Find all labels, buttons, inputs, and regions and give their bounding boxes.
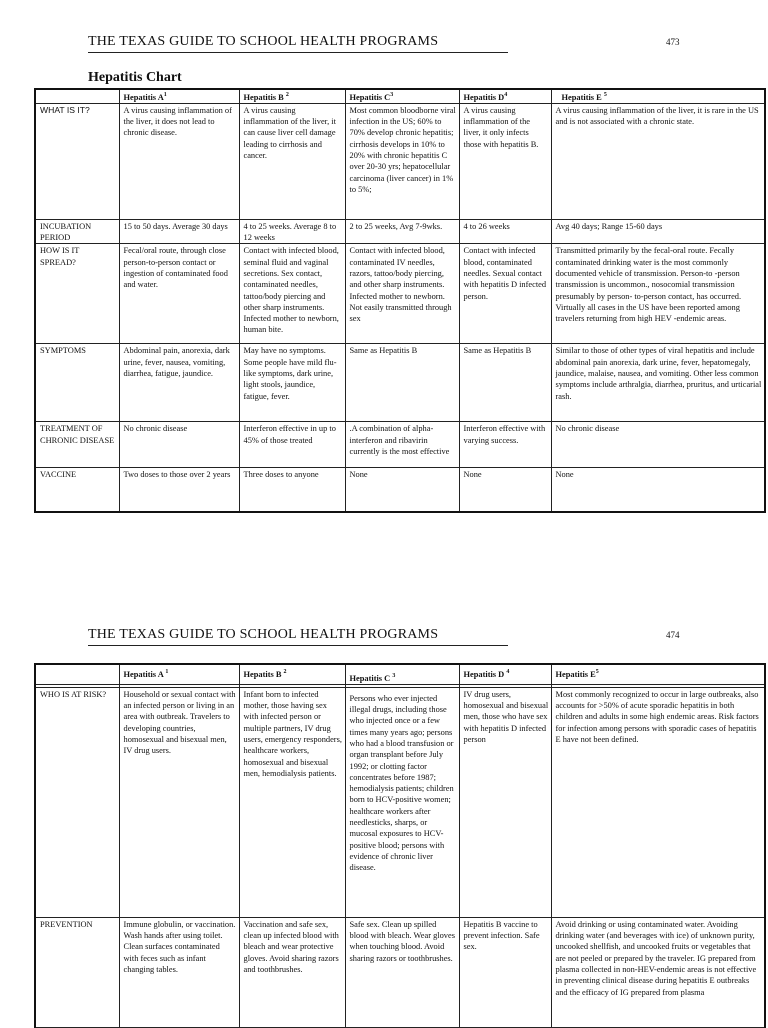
table-cell: Interferon effective in up to 45% of those treated bbox=[239, 422, 345, 468]
table-row bbox=[35, 344, 765, 422]
table-cell: Fecal/oral route, through close person-to-person contact or ingestion of contaminated food and water. bbox=[119, 244, 239, 344]
table-cell: Most common bloodborne viral infection in the US; 60% to 70% develop chronic hepatitis; cirrhosis develops in 10% to 20% with chronic hepatitis C over 20-30 yrs; hepatocellular carcinoma (liver cancer) in 1% to 5%; bbox=[345, 103, 459, 219]
hepatitis-table-page-1 bbox=[34, 88, 766, 513]
hepatitis-table-page-2 bbox=[34, 663, 766, 1028]
column-header: Hepatitis B $^2$ bbox=[239, 89, 345, 103]
table-cell: 2 to 25 weeks, Avg 7-9wks. bbox=[345, 219, 459, 244]
row-label: PREVENTION bbox=[35, 917, 119, 1027]
row-label: WHO IS AT RISK? bbox=[35, 687, 119, 917]
table-cell: No chronic disease bbox=[119, 422, 239, 468]
table-row bbox=[35, 687, 765, 917]
chart-title: Hepatitis Chart bbox=[88, 70, 182, 85]
table-cell: Transmitted primarily by the fecal-oral route. Fecally contaminated drinking water is the most commonly documented vehicle of transmission. Person-to -person transmission is uncommon., nosocomial transmission presumably by person- to-person contact, has occurred. Virtually all cases in the US have been reported among travelers returning from high HEV -endemic areas. bbox=[551, 244, 765, 344]
table-cell: A virus causing inflammation of the liver, it can cause liver cell damage leading to cirrhosis and cancer. bbox=[239, 103, 345, 219]
table-cell: Contact with infected blood, contaminated needles. Sexual contact with hepatitis D infected person. bbox=[459, 244, 551, 344]
page-header-2: THE TEXAS GUIDE TO SCHOOL HEALTH PROGRAMS bbox=[88, 627, 508, 646]
column-header: Hepatitis $D^4$ bbox=[459, 89, 551, 103]
table-cell: 15 to 50 days. Average 30 days bbox=[119, 219, 239, 244]
page-number-2: 474 bbox=[666, 630, 680, 640]
table-cell: Infant born to infected mother, those having sex with infected person or multiple partners, IV drug users, emergency responders, healthcare workers, homosexual and bisexual men, hemodialysis patients. bbox=[239, 687, 345, 917]
table-cell: Similar to those of other types of viral hepatitis and include abdominal pain anorexia, dark urine, fever, hepatomegaly, jaundice, malaise, nausea, and vomiting. Other less common symptoms include arthralgia, diarrhea, pruritus, and urticarial rash. bbox=[551, 344, 765, 422]
row-label: WHAT IS IT? bbox=[35, 103, 119, 219]
row-label: INCUBATION PERIOD bbox=[35, 219, 119, 244]
table-cell: Same as Hepatitis B bbox=[345, 344, 459, 422]
column-header: Hepatitis E $^5$ bbox=[551, 89, 765, 103]
column-header: Hepatitis A $^1$ bbox=[119, 664, 239, 684]
column-header: Hepatitis $A^1$ bbox=[119, 89, 239, 103]
row-label: VACCINE bbox=[35, 468, 119, 512]
column-header: Hepatitis $C^3$ bbox=[345, 89, 459, 103]
row-label: SYMPTOMS bbox=[35, 344, 119, 422]
table-cell: Contact with infected blood, seminal fluid and vaginal secretions. Sex contact, contaminated needles, tattoo/body piercing and other sharp instruments. Infected mother to newborn, human bite. bbox=[239, 244, 345, 344]
table-cell: May have no symptoms. Some people have mild flu-like symptoms, dark urine, light stools, jaundice, fatigue, fever. bbox=[239, 344, 345, 422]
column-header: Hepatitis C $^3$ bbox=[345, 664, 459, 684]
table-cell: A virus causing inflammation of the liver, it is rare in the US and is not associated with a chronic state. bbox=[551, 103, 765, 219]
table-cell: Contact with infected blood, contaminated IV needles, razors, tattoo/body piercing, and other sharp instruments. Infected mother to newborn. Not easily transmitted through sex bbox=[345, 244, 459, 344]
page-header: THE TEXAS GUIDE TO SCHOOL HEALTH PROGRAMS bbox=[88, 34, 508, 53]
column-header: Hepatitis $E^5$ bbox=[551, 664, 765, 684]
table-header-row bbox=[35, 89, 765, 103]
table-row bbox=[35, 219, 765, 244]
table-cell: Persons who ever injected illegal drugs, including those who injected once or a few times many years ago; persons who had a blood transfusion or organ transplant before July 1992; or clotting factor concentrates before 1987; hemodialysis patients; children born to HCV-positive women; healthcare workers after needlesticks, sharps, or mucosal exposures to HCV-positive blood; persons with evidence of chronic liver disease. bbox=[345, 687, 459, 917]
column-header: Hepatitis D $^4$ bbox=[459, 664, 551, 684]
table-cell: Three doses to anyone bbox=[239, 468, 345, 512]
page-number: 473 bbox=[666, 37, 680, 47]
corner-cell bbox=[35, 89, 119, 103]
table-cell: Interferon effective with varying success. bbox=[459, 422, 551, 468]
table-cell: None bbox=[459, 468, 551, 512]
table-cell: Same as Hepatitis B bbox=[459, 344, 551, 422]
table-cell: Vaccination and safe sex, clean up infected blood with bleach and wear protective gloves. Avoid sharing razors and toothbrushes. bbox=[239, 917, 345, 1027]
table-cell: Two doses to those over 2 years bbox=[119, 468, 239, 512]
table-cell: A virus causing inflammation of the liver, it does not lead to chronic disease. bbox=[119, 103, 239, 219]
table-cell: Household or sexual contact with an infected person or living in an area with outbreak. Travelers to developing countries, homosexual and bisexual men, IV drug users. bbox=[119, 687, 239, 917]
column-header: Hepatits B $^2$ bbox=[239, 664, 345, 684]
table-cell: None bbox=[345, 468, 459, 512]
table-cell: Most commonly recognized to occur in large outbreaks, also accounts for >50% of acute sporadic hepatitis in both children and adults in some high endemic areas. Risk factors for infection among persons with sporadic cases of hepatitis E have not been defined. bbox=[551, 687, 765, 917]
table-cell: No chronic disease bbox=[551, 422, 765, 468]
table-cell: IV drug users, homosexual and bisexual men, those who have sex with hepatitis D infected person bbox=[459, 687, 551, 917]
table-row bbox=[35, 917, 765, 1027]
table-row bbox=[35, 244, 765, 344]
table-cell: Hepatitis B vaccine to prevent infection. Safe sex. bbox=[459, 917, 551, 1027]
table-cell: 4 to 25 weeks. Average 8 to 12 weeks bbox=[239, 219, 345, 244]
table-cell: None bbox=[551, 468, 765, 512]
table-header-row bbox=[35, 664, 765, 684]
table-cell: A virus causing inflammation of the liver, it only infects those with hepatitis B. bbox=[459, 103, 551, 219]
table-cell: Safe sex. Clean up spilled blood with bleach. Wear gloves when touching blood. Avoid sharing razors or toothbrushes. bbox=[345, 917, 459, 1027]
table-row bbox=[35, 103, 765, 219]
table-cell: Immune globulin, or vaccination. Wash hands after using toilet. Clean surfaces contaminated with feces such as infant changing tables. bbox=[119, 917, 239, 1027]
table-row bbox=[35, 422, 765, 468]
table-cell: .A combination of alpha-interferon and ribavirin currently is the most effective bbox=[345, 422, 459, 468]
row-label: HOW IS IT SPREAD? bbox=[35, 244, 119, 344]
corner-cell bbox=[35, 664, 119, 684]
table-cell: Avg 40 days; Range 15-60 days bbox=[551, 219, 765, 244]
table-cell: 4 to 26 weeks bbox=[459, 219, 551, 244]
table-row bbox=[35, 468, 765, 512]
table-cell: Abdominal pain, anorexia, dark urine, fever, nausea, vomiting, diarrhea, fatigue, jaundice. bbox=[119, 344, 239, 422]
row-label: TREATMENT OF CHRONIC DISEASE bbox=[35, 422, 119, 468]
table-cell: Avoid drinking or using contaminated water. Avoiding drinking water (and beverages with ice) of unknown purity, uncooked shellfish, and uncooked fruits or vegetables that are not peeled or prepared by the traveler. IG prepared from plasma collected in non-HEV-endemic areas is not effective in preventing clinical disease during hepatitis E outbreaks and the efficacy of IG prepared from plasma bbox=[551, 917, 765, 1027]
